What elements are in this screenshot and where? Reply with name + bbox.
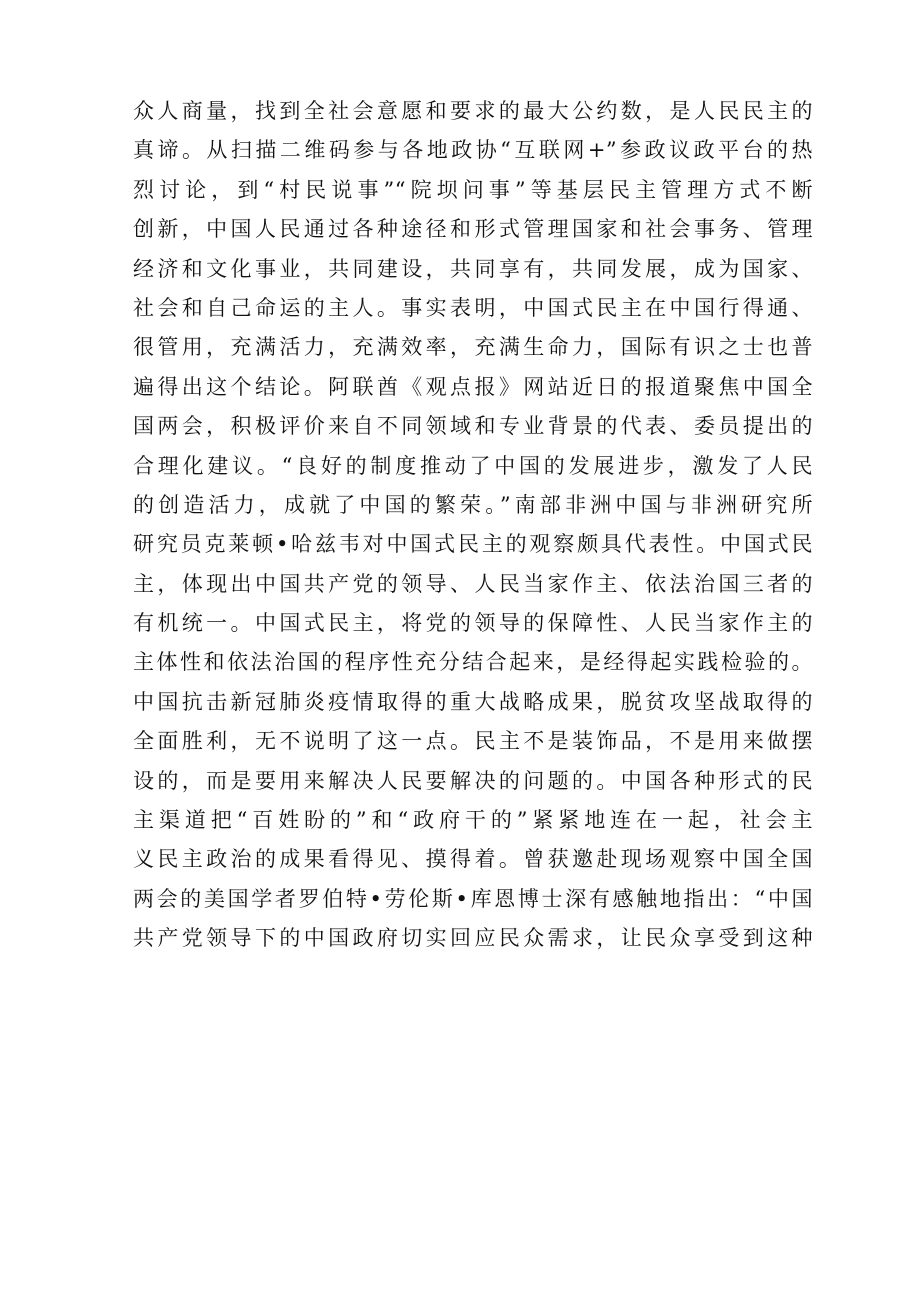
text-line: 主渠道把“百姓盼的”和“政府干的”紧紧地连在一起，社会主 — [133, 808, 813, 833]
text-line: 真谛。从扫描二维码参与各地政协“互联网+”参政议政平台的热 — [133, 138, 813, 163]
text-line: 有机统一。中国式民主，将党的领导的保障性、人民当家作主的 — [133, 611, 813, 636]
text-line: 共产党领导下的中国政府切实回应民众需求，让民众享受到这种 — [133, 926, 813, 951]
text-line: 主体性和依法治国的程序性充分结合起来，是经得起实践检验的。 — [133, 650, 813, 675]
text-line: 研究员克莱顿•哈兹韦对中国式民主的观察颇具代表性。中国式民 — [133, 532, 813, 557]
text-line: 烈讨论，到“村民说事”“院坝问事”等基层民主管理方式不断 — [133, 177, 813, 202]
text-line: 全面胜利，无不说明了这一点。民主不是装饰品，不是用来做摆 — [133, 729, 813, 754]
text-line: 创新，中国人民通过各种途径和形式管理国家和社会事务、管理 — [133, 217, 813, 242]
text-line: 的创造活力，成就了中国的繁荣。”南部非洲中国与非洲研究所 — [133, 492, 813, 517]
text-line: 国两会，积极评价来自不同领域和专业背景的代表、委员提出的 — [133, 414, 813, 439]
text-line: 中国抗击新冠肺炎疫情取得的重大战略成果，脱贫攻坚战取得的 — [133, 689, 813, 714]
text-line: 社会和自己命运的主人。事实表明，中国式民主在中国行得通、 — [133, 295, 813, 320]
text-line: 遍得出这个结论。阿联酋《观点报》网站近日的报道聚焦中国全 — [133, 374, 813, 399]
text-line: 主，体现出中国共产党的领导、人民当家作主、依法治国三者的 — [133, 571, 813, 596]
text-line: 众人商量，找到全社会意愿和要求的最大公约数，是人民民主的 — [133, 99, 813, 123]
text-line: 两会的美国学者罗伯特•劳伦斯•库恩博士深有感触地指出：“中国 — [133, 886, 813, 911]
text-line: 经济和文化事业，共同建设，共同享有，共同发展，成为国家、 — [133, 256, 813, 281]
text-line: 义民主政治的成果看得见、摸得着。曾获邀赴现场观察中国全国 — [133, 847, 813, 872]
text-line: 合理化建议。“良好的制度推动了中国的发展进步，激发了人民 — [133, 453, 813, 478]
text-line: 设的，而是要用来解决人民要解决的问题的。中国各种形式的民 — [133, 768, 813, 793]
document-body — [133, 92, 813, 959]
text-line: 很管用，充满活力，充满效率，充满生命力，国际有识之士也普 — [133, 335, 813, 360]
